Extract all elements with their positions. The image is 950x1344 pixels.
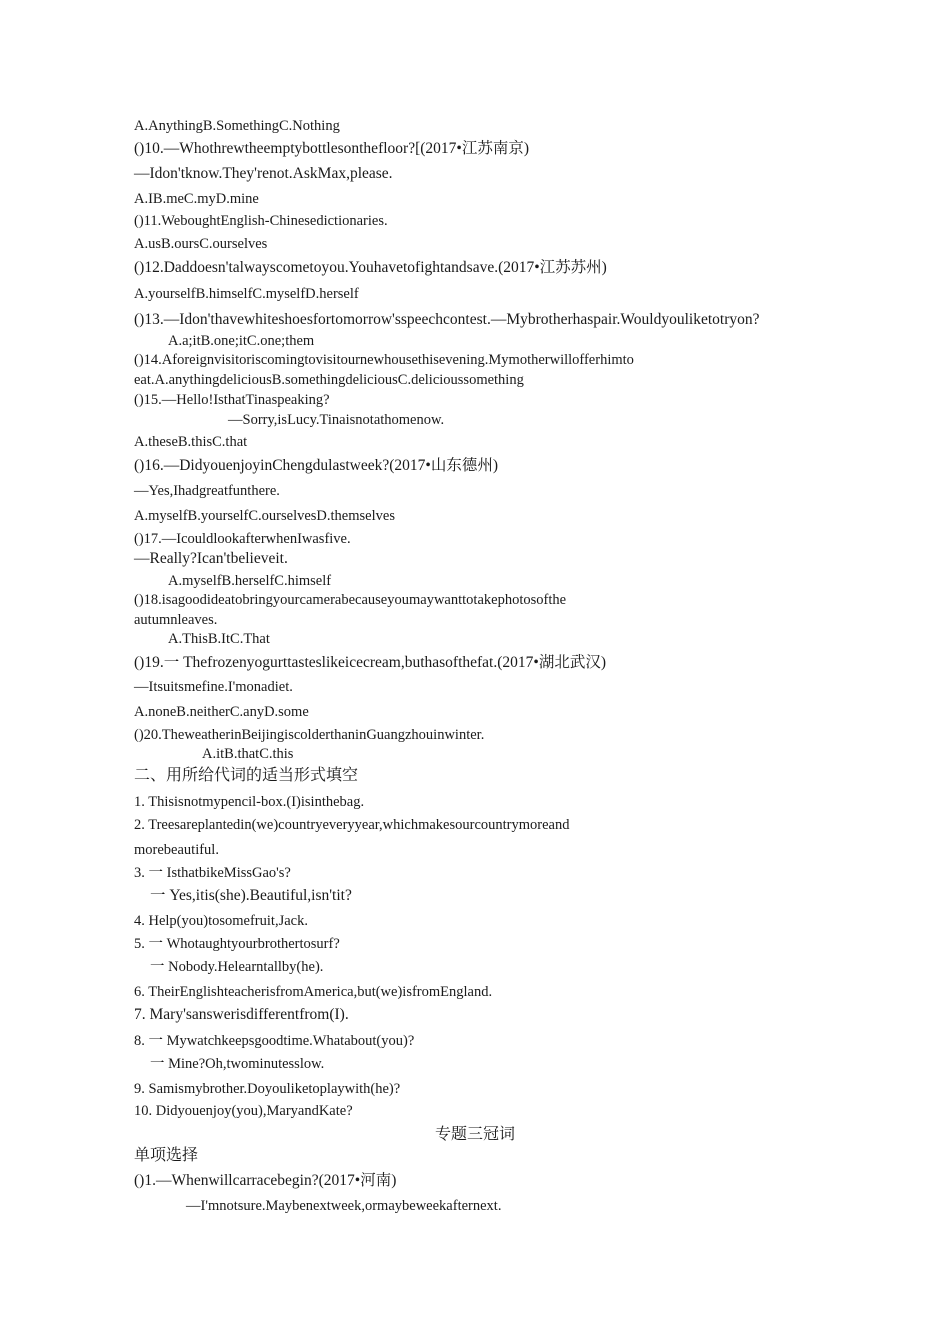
question-line: autumnleaves.: [134, 612, 218, 628]
question-line: ()20.TheweatherinBeijingiscolderthaninGuangzhouinwinter.: [134, 727, 485, 743]
fill-blank-line: 8. 一 Mywatchkeepsgoodtime.Whatabout(you)?: [134, 1033, 415, 1049]
fill-blank-line: 9. Samismybrother.Doyouliketoplaywith(he)?: [134, 1081, 401, 1097]
fill-blank-line: 一 Mine?Oh,twominutesslow.: [150, 1056, 325, 1072]
question-line: ()11.WeboughtEnglish-Chinesedictionaries.: [134, 213, 388, 229]
fill-blank-line: 10. Didyouenjoy(you),MaryandKate?: [134, 1103, 353, 1119]
option-line: A.usB.oursC.ourselves: [134, 236, 268, 252]
fill-blank-line: 7. Mary'sanswerisdifferentfrom(I).: [134, 1006, 349, 1023]
dialogue-line: —Sorry,isLucy.Tinaisnotathomenow.: [228, 412, 445, 428]
dialogue-line: —Itsuitsmefine.I'monadiet.: [134, 679, 293, 695]
question-line: ()16.—DidyouenjoyinChengdulastweek?(2017•山东德州): [134, 457, 499, 474]
question-line: eat.A.anythingdeliciousB.somethingdeliciousC.delicioussomething: [134, 372, 524, 388]
fill-blank-line: 1. Thisisnotmypencil-box.(I)isinthebag.: [134, 794, 365, 810]
dialogue-line: —Idon'tknow.They'renot.AskMax,please.: [134, 165, 393, 182]
fill-blank-line: morebeautiful.: [134, 842, 219, 858]
dialogue-line: —Yes,Ihadgreatfunthere.: [134, 483, 280, 499]
fill-blank-line: 5. 一 Whotaughtyourbrothertosurf?: [134, 936, 340, 952]
fill-blank-line: 2. Treesareplantedin(we)countryeveryyear,whichmakesourcountrymoreand: [134, 817, 570, 833]
dialogue-line: —Really?Ican'tbelieveit.: [134, 550, 288, 567]
section-heading: 二、用所给代词的适当形式填空: [134, 767, 359, 784]
question-line: ()1.—Whenwillcarracebegin?(2017•河南): [134, 1172, 397, 1189]
fill-blank-line: 一 Yes,itis(she).Beautiful,isn'tit?: [150, 887, 352, 904]
fill-blank-line: 4. Help(you)tosomefruit,Jack.: [134, 913, 308, 929]
option-line: A.IB.meC.myD.mine: [134, 191, 259, 207]
fill-blank-line: 3. 一 IsthatbikeMissGao's?: [134, 865, 291, 881]
option-line: A.myselfB.herselfC.himself: [168, 573, 332, 589]
option-line: A.AnythingB.SomethingC.Nothing: [134, 118, 340, 134]
option-line: A.myselfB.yourselfC.ourselvesD.themselves: [134, 508, 395, 524]
question-line: ()18.isagoodideatobringyourcamerabecauseyoumaywanttotakephotosofthe: [134, 592, 567, 608]
question-line: ()10.—Whothrewtheemptybottlesonthefloor?[(2017•江苏南京): [134, 140, 529, 157]
option-line: A.a;itB.one;itC.one;them: [168, 333, 315, 349]
option-line: A.noneB.neitherC.anyD.some: [134, 704, 309, 720]
fill-blank-line: 6. TheirEnglishteacherisfromAmerica,but(we)isfromEngland.: [134, 984, 493, 1000]
question-line: ()19.一 Thefrozenyogurttasteslikeicecream,buthasofthefat.(2017•湖北武汉): [134, 654, 606, 671]
section-title: 专题三冠词: [434, 1126, 515, 1143]
question-line: ()15.—Hello!IsthatTinaspeaking?: [134, 392, 330, 408]
section-heading: 单项选择: [134, 1147, 199, 1164]
question-line: ()14.Aforeignvisitoriscomingtovisitournewhousethisevening.Mymotherwillofferhimto: [134, 352, 634, 368]
option-line: A.yourselfB.himselfC.myselfD.herself: [134, 286, 359, 302]
dialogue-line: —I'mnotsure.Maybenextweek,ormaybeweekafternext.: [186, 1198, 502, 1214]
option-line: A.theseB.thisC.that: [134, 434, 248, 450]
question-line: ()12.Daddoesn'talwayscometoyou.Youhavetofightandsave.(2017•江苏苏州): [134, 259, 607, 276]
option-line: A.itB.thatC.this: [202, 746, 294, 762]
question-line: ()17.—IcouldlookafterwhenIwasfive.: [134, 531, 351, 547]
question-line: ()13.—Idon'thavewhiteshoesfortomorrow'sspeechcontest.—Mybrotherhaspair.Wouldyouliketotryon?: [134, 311, 760, 328]
option-line: A.ThisB.ItC.That: [168, 631, 270, 647]
fill-blank-line: 一 Nobody.Helearntallby(he).: [150, 959, 324, 975]
